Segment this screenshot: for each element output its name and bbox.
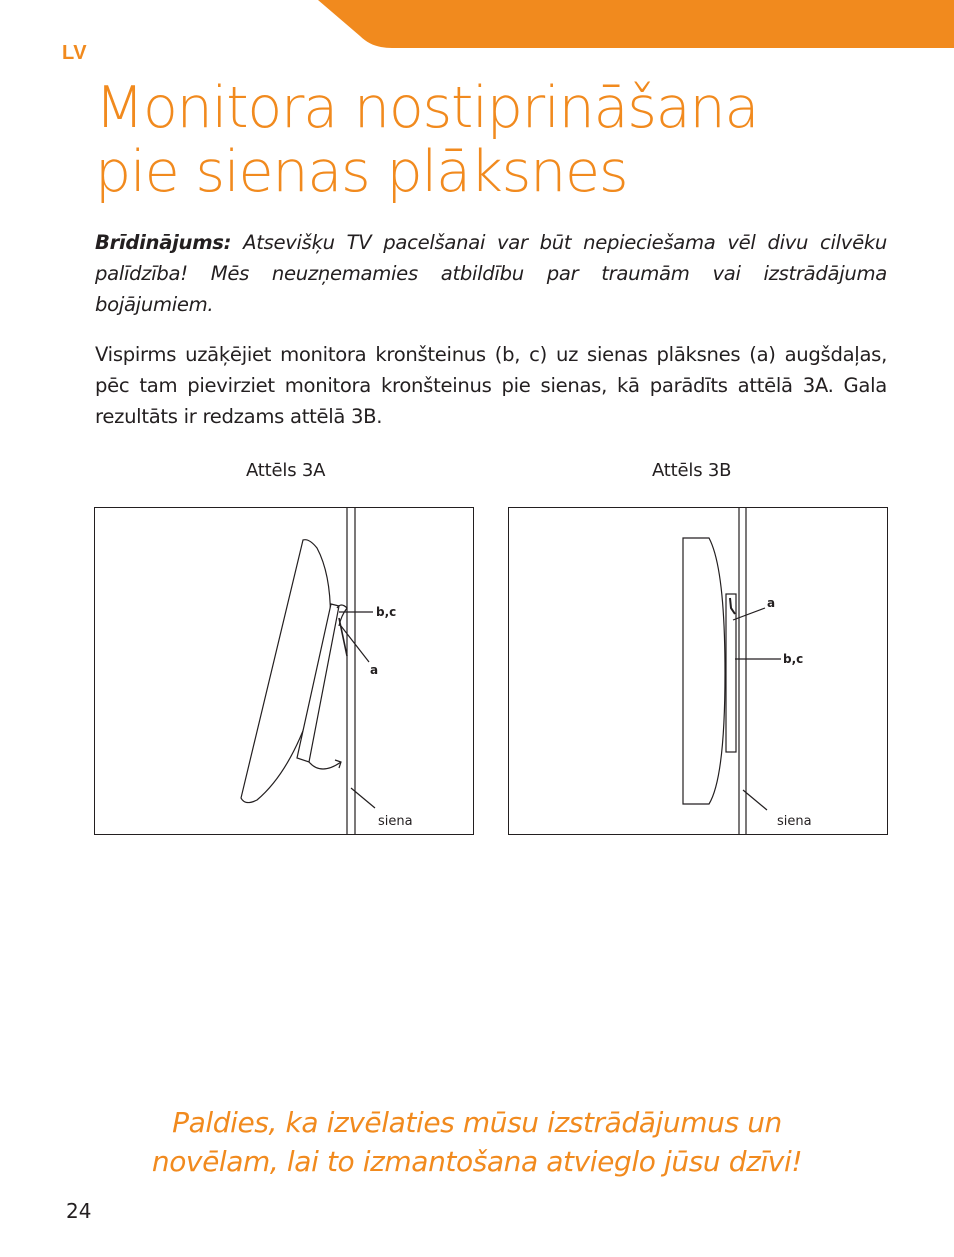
thank-you-line-1: Paldies, ka izvēlaties mūsu izstrādājumus un <box>172 1106 782 1139</box>
label-wall: siena <box>777 814 812 829</box>
monitor-back-panel <box>726 594 736 752</box>
language-code: LV <box>62 42 88 64</box>
page-title-line-1: Monitora nostiprināšana <box>95 75 759 141</box>
warning-paragraph <box>95 227 887 320</box>
orange-header-tab <box>0 0 954 50</box>
page-title <box>95 76 758 204</box>
label-bc: b,c <box>376 605 397 619</box>
figure-3b <box>508 507 888 835</box>
leader-line <box>733 608 765 620</box>
warning-text: Atsevišķu TV pacelšanai var būt nepieciešama vēl divu cilvēku palīdzība! Mēs neuzņemamies atbildību par traumām vai izstrādājuma bojājumiem. <box>95 231 887 316</box>
label-a: a <box>767 596 776 610</box>
warning-label: Brīdinājums: <box>95 231 232 254</box>
thank-you-line-2: novēlam, lai to izmantošana atvieglo jūsu dzīvi! <box>151 1145 803 1178</box>
figure-3b-caption: Attēls 3B <box>652 460 732 481</box>
wall-plate <box>339 618 347 656</box>
figure-3a-caption: Attēls 3A <box>246 460 326 481</box>
page-number: 24 <box>66 1199 92 1223</box>
figure-3a <box>94 507 474 835</box>
thank-you-message <box>0 1103 954 1181</box>
instructions-paragraph: Vispirms uzāķējiet monitora kronšteinus (b, c) uz sienas plāksnes (a) augšdaļas, pēc tam pievirziet monitora kronšteinus pie sienas, kā parādīts attēlā 3A. Gala rezultāts ir redzams attēlā 3B. <box>95 343 887 428</box>
label-a: a <box>370 663 379 677</box>
arrow-icon <box>309 762 341 769</box>
page-title-line-2: pie sienas plāksnes <box>95 139 628 205</box>
monitor-shape <box>683 538 725 804</box>
label-bc: b,c <box>783 652 804 666</box>
label-wall: siena <box>378 814 413 829</box>
